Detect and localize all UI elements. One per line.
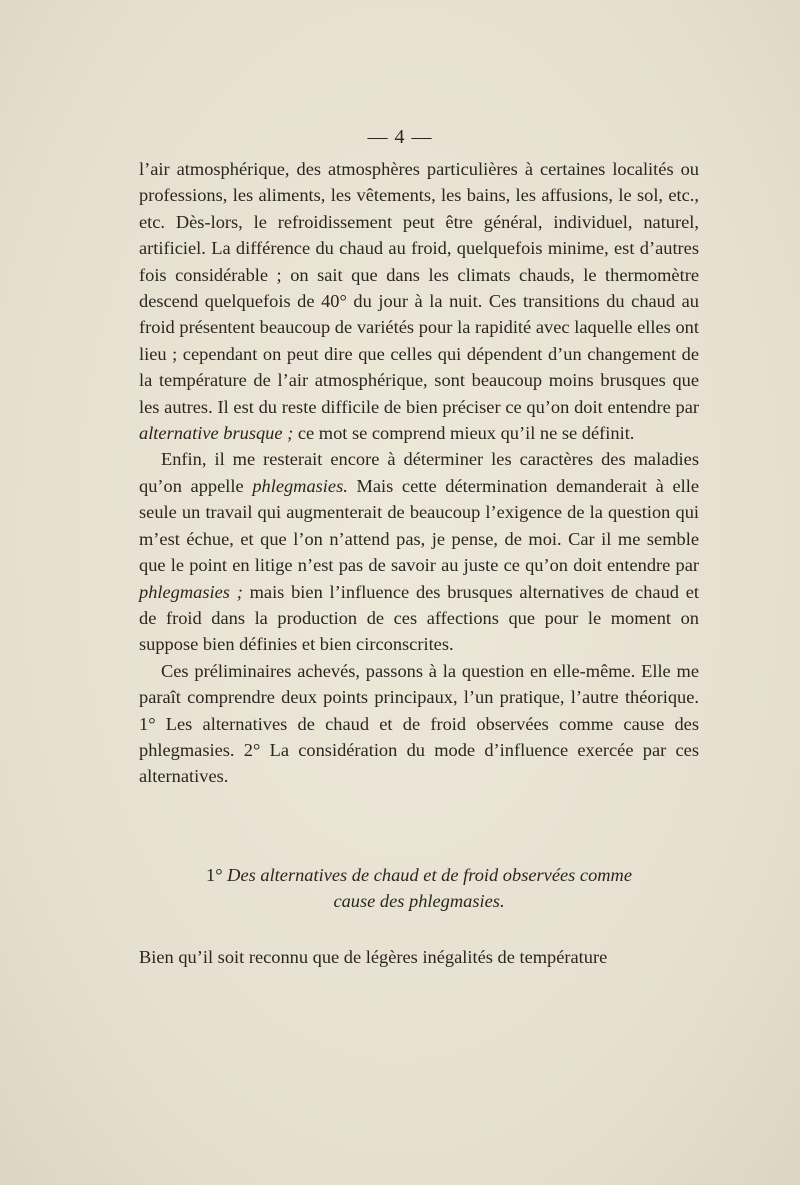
paragraph-1-text-b: ce mot se comprend mieux qu’il ne se définit. [293,423,635,444]
paragraph-1 [139,156,699,446]
paragraph-2-italic-a: phlegmasies. [252,475,348,496]
section-heading-line-2: cause des phlegmasies. [333,891,505,911]
paragraph-2-italic-b: phlegmasies ; [139,581,243,602]
paragraph-1-text-a: l’air atmosphérique, des atmosphères particulières à certaines localités ou professions, les aliments, les vêtements, les bains, les affusions, le sol, etc., etc. Dès-lors, le refroidissement peut être général, individuel, naturel, artificiel. La différence du chaud au froid, quelquefois minime, est d’autres fois considérable ; on sait que dans les climats chauds, le thermomètre descend quelquefois de 40° du jour à la nuit. Ces transitions du chaud au froid présentent beaucoup de variétés pour la rapidité avec laquelle elles ont lieu ; cependant on peut dire que celles qui dépendent d’un changement de la température de l’air atmosphérique, sont beaucoup moins brusques que les autres. Il est du reste difficile de bien préciser ce qu’on doit entendre par [139,159,699,417]
section-heading [139,862,699,914]
paragraph-3 [139,658,699,790]
paragraph-3-text: Ces préliminaires achevés, passons à la question en elle-même. Elle me paraît comprendre deux points principaux, l’un pratique, l’autre théorique. 1° Les alternatives de chaud et de froid observées comme cause des phlegmasies. 2° La considération du mode d’influence exercée par ces alternatives. [139,660,699,787]
paragraph-1-italic: alternative brusque ; [139,423,294,444]
last-paragraph-start: Bien qu’il soit reconnu que de légères inégalités de température [139,947,608,967]
page-number: — 4 — [367,126,433,148]
section-title-1: Des alternatives de chaud et de froid observées comme [227,865,632,885]
paragraph-2 [139,446,699,657]
paragraph-2-text-a: Enfin, il me resterait encore à déterminer les caractères des maladies qu’on appelle [139,449,699,496]
paragraph-2-text-b: Mais cette détermination demanderait à elle seule un travail qui augmenterait de beaucoup l’exigence de la question qui m’est échue, et que l’on n’attend pas, je pense, de moi. Car il me semble que le point en litige n’est pas de savoir au juste ce qu’on doit entendre par [139,475,699,576]
paragraph-2-text-c: mais bien l’influence des brusques alternatives de chaud et de froid dans la production de ces affections que pour le moment on suppose bien définies et bien circonscrites. [139,581,699,655]
body-text [139,156,699,790]
section-heading-line-1 [139,862,699,888]
section-number: 1° [206,865,223,885]
